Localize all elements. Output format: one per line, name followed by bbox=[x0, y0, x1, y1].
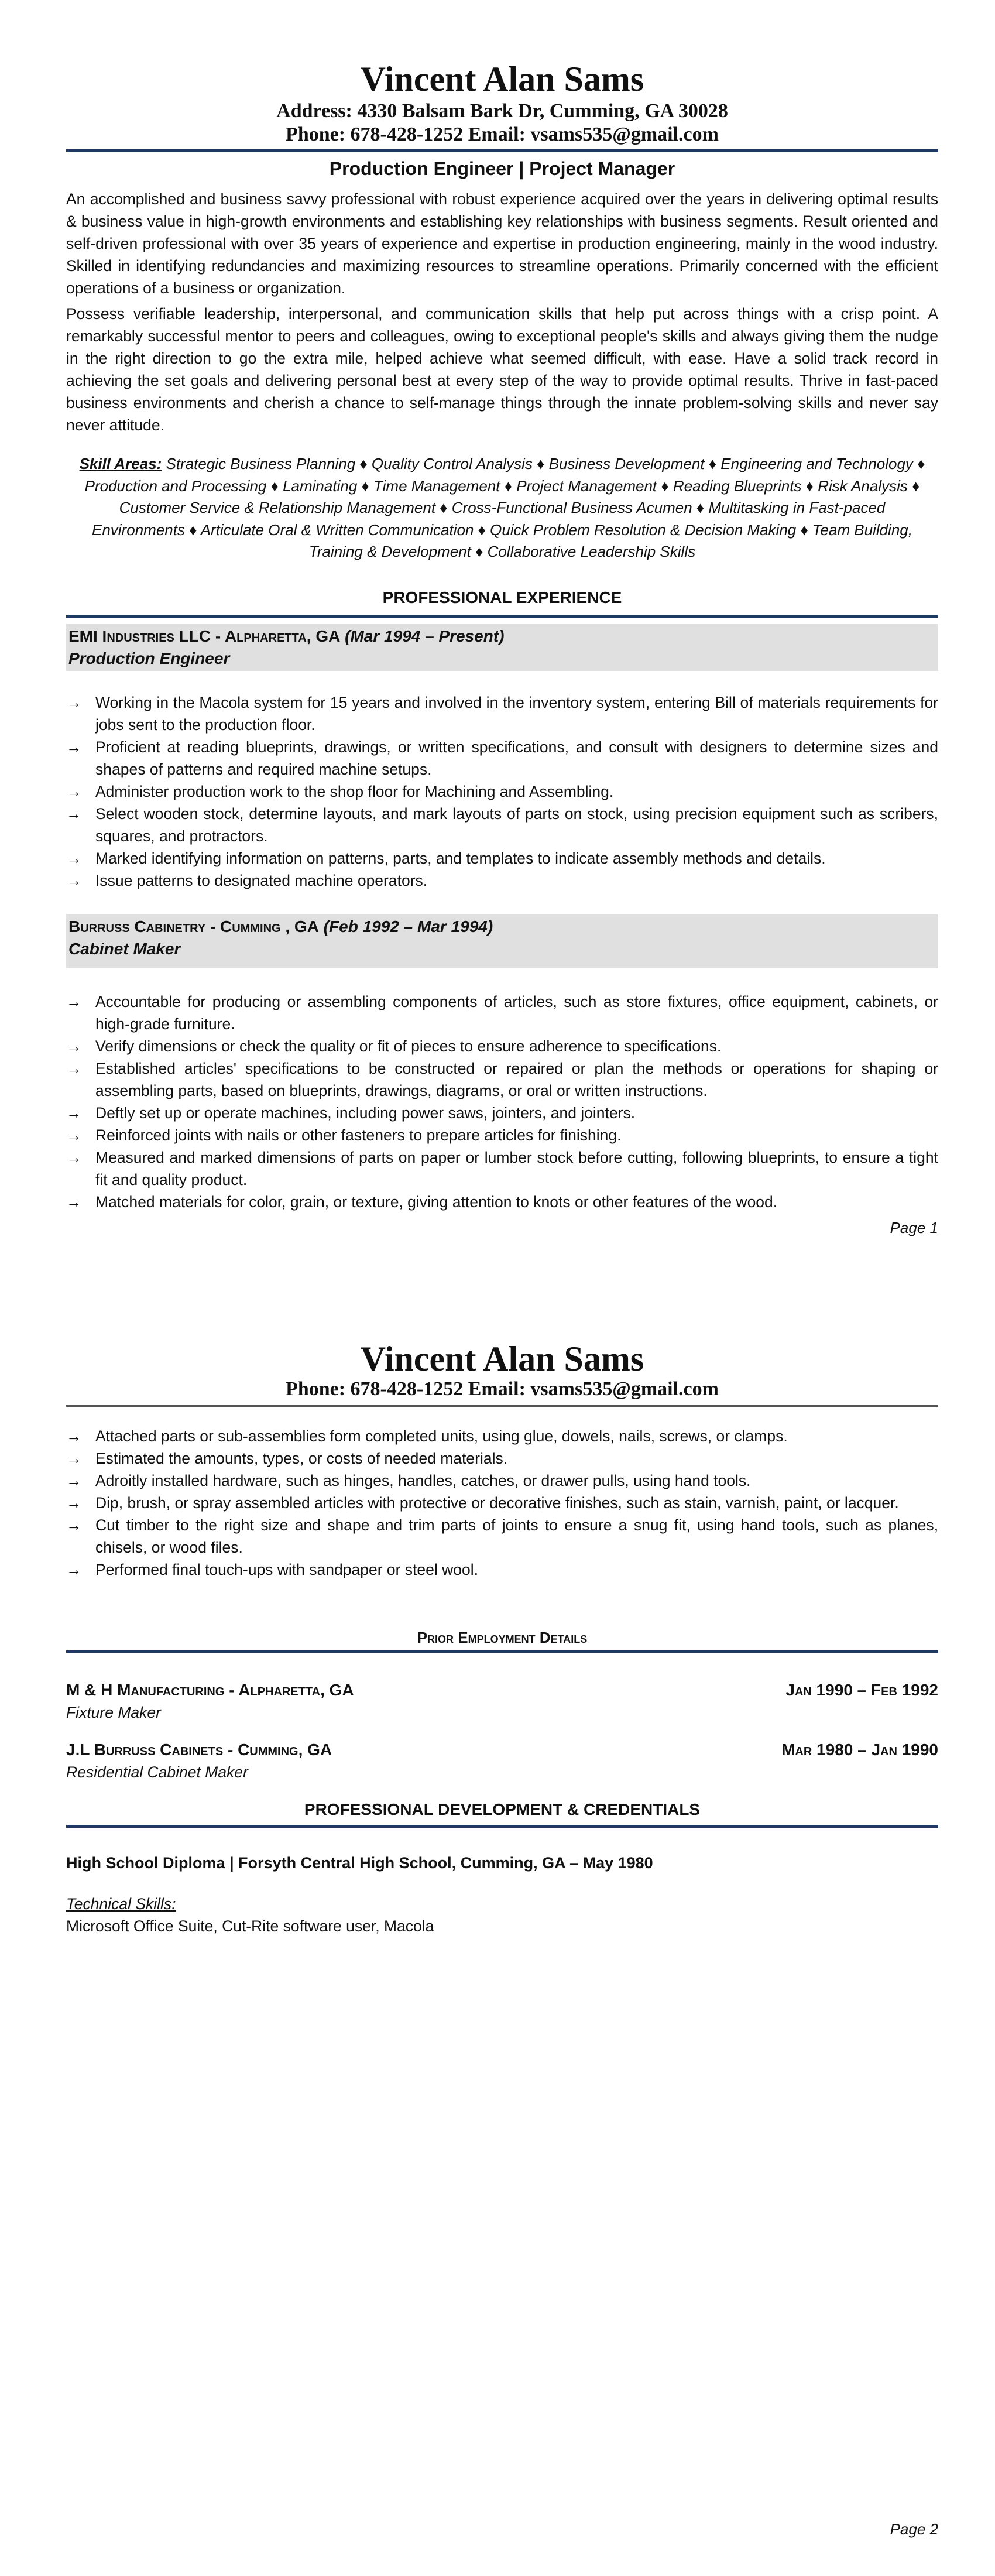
arrow-bullet-icon: → bbox=[66, 1037, 82, 1055]
bullet-text: Accountable for producing or assembling components of articles, such as store fixtures, office equipment, cabinets, or high-grade furniture. bbox=[95, 993, 938, 1033]
bullet-text: Estimated the amounts, types, or costs of needed materials. bbox=[95, 1450, 508, 1467]
technical-skills-label: Technical Skills: bbox=[66, 1895, 176, 1913]
contact-line: Phone: 678-428-1252 Email: vsams535@gmail.com bbox=[286, 124, 719, 145]
job-dates: Mar 1980 – Jan 1990 bbox=[781, 1741, 938, 1759]
bullet-text: Cut timber to the right size and shape and trim parts of joints to ensure a snug fit, using hand tools, such as planes, chisels, or wood files. bbox=[95, 1516, 938, 1556]
bullet-item bbox=[66, 1469, 938, 1492]
bullet-item bbox=[66, 869, 938, 892]
company-name: EMI Industries LLC - Alpharetta, GA bbox=[68, 627, 341, 645]
address: Address: 4330 Balsam Bark Dr, Cumming, GA 30028 bbox=[276, 100, 728, 122]
section-rule bbox=[66, 1825, 938, 1828]
bullet-item bbox=[66, 780, 938, 803]
job-role: Cabinet Maker bbox=[68, 940, 181, 958]
arrow-bullet-icon: → bbox=[66, 1193, 82, 1211]
job-dates: (Feb 1992 – Mar 1994) bbox=[323, 917, 493, 936]
arrow-bullet-icon: → bbox=[66, 694, 82, 711]
job-bullets bbox=[66, 991, 938, 1213]
bullet-text: Administer production work to the shop floor for Machining and Assembling. bbox=[95, 783, 614, 800]
arrow-bullet-icon: → bbox=[66, 1494, 82, 1512]
bullet-text: Select wooden stock, determine layouts, and mark layouts of parts on stock, using precision equipment such as scribers, squares, and protractors. bbox=[95, 805, 938, 845]
page-number: Page 2 bbox=[890, 2520, 938, 2538]
candidate-name: Vincent Alan Sams bbox=[360, 60, 644, 98]
header-rule bbox=[66, 149, 938, 152]
bullet-text: Attached parts or sub-assemblies form completed units, using glue, dowels, nails, screws, or clamps. bbox=[95, 1427, 788, 1445]
bullet-text: Dip, brush, or spray assembled articles with protective or decorative finishes, such as stain, varnish, paint, or lacquer. bbox=[95, 1494, 899, 1512]
contact-line: Phone: 678-428-1252 Email: vsams535@gmail.com bbox=[286, 1378, 719, 1400]
bullet-item bbox=[66, 991, 938, 1035]
job-dates: Jan 1990 – Feb 1992 bbox=[785, 1681, 938, 1699]
bullet-text: Marked identifying information on patterns, parts, and templates to indicate assembly methods and details. bbox=[95, 849, 826, 867]
summary-paragraph: Possess verifiable leadership, interpersonal, and communication skills that help put across things with a crisp point. A remarkably successful mentor to peers and colleagues, owing to exceptional people's skills and always giving them the nudge in the right direction to go the extra mile, helped achieve what seemed difficult, with ease. Have a solid track record in achieving the set goals and delivering personal best at every step of the way to provide optimal results. Thrive in fast-paced business environments and cherish a chance to self-manage things through the innate problem-solving skills and never say never attitude. bbox=[66, 305, 938, 434]
arrow-bullet-icon: → bbox=[66, 1450, 82, 1467]
bullet-text: Deftly set up or operate machines, including power saws, jointers, and jointers. bbox=[95, 1104, 636, 1122]
job-header bbox=[66, 624, 938, 671]
arrow-bullet-icon: → bbox=[66, 1427, 82, 1445]
bullet-text: Reinforced joints with nails or other fasteners to prepare articles for finishing. bbox=[95, 1126, 622, 1144]
prior-job bbox=[66, 1739, 938, 1783]
arrow-bullet-icon: → bbox=[66, 783, 82, 800]
arrow-bullet-icon: → bbox=[66, 1516, 82, 1534]
job-role: Fixture Maker bbox=[66, 1704, 161, 1721]
job-dates: (Mar 1994 – Present) bbox=[345, 627, 505, 645]
job-bullets bbox=[66, 1425, 938, 1581]
education: High School Diploma | Forsyth Central High School, Cumming, GA – May 1980 bbox=[66, 1854, 653, 1872]
header-rule bbox=[66, 1405, 938, 1407]
page-number: Page 1 bbox=[890, 1219, 938, 1236]
bullet-text: Performed final touch-ups with sandpaper or steel wool. bbox=[95, 1561, 479, 1578]
company-name: Burruss Cabinetry - Cumming , GA bbox=[68, 917, 319, 936]
bullet-item bbox=[66, 736, 938, 780]
skill-areas bbox=[66, 453, 938, 563]
company-name: M & H Manufacturing - Alpharetta, GA bbox=[66, 1681, 354, 1699]
bullet-item bbox=[66, 1447, 938, 1469]
arrow-bullet-icon: → bbox=[66, 1126, 82, 1144]
prior-employment-heading: Prior Employment Details bbox=[417, 1629, 588, 1646]
section-rule bbox=[66, 615, 938, 618]
arrow-bullet-icon: → bbox=[66, 1561, 82, 1578]
bullet-item bbox=[66, 1492, 938, 1514]
skill-areas-label: Skill Areas: bbox=[79, 455, 162, 472]
bullet-item bbox=[66, 1558, 938, 1581]
credentials-heading: PROFESSIONAL DEVELOPMENT & CREDENTIALS bbox=[304, 1800, 701, 1818]
arrow-bullet-icon: → bbox=[66, 805, 82, 823]
experience-heading: PROFESSIONAL EXPERIENCE bbox=[382, 588, 622, 607]
skill-areas-list: Strategic Business Planning ♦ Quality Control Analysis ♦ Business Development ♦ Engineering and Technology ♦ Production and Processing ♦ Laminating ♦ Time Management ♦ Project Management ♦ Reading Blueprints ♦ Risk Analysis ♦ Customer Service & Relationship Management ♦ Cross-Functional Business Acumen ♦ Multitasking in Fast-paced Environments ♦ Articulate Oral & Written Communication ♦ Quick Problem Resolution & Decision Making ♦ Team Building, Training & Development ♦ Collaborative Leadership Skills bbox=[84, 455, 925, 560]
arrow-bullet-icon: → bbox=[66, 993, 82, 1010]
bullet-text: Issue patterns to designated machine operators. bbox=[95, 872, 428, 889]
arrow-bullet-icon: → bbox=[66, 872, 82, 889]
bullet-text: Established articles' specifications to be constructed or repaired or plan the methods or operations for shaping or assembling parts, based on blueprints, drawings, diagrams, or oral or written instructions. bbox=[95, 1060, 938, 1099]
job-bullets bbox=[66, 691, 938, 892]
arrow-bullet-icon: → bbox=[66, 1149, 82, 1166]
summary-paragraph: An accomplished and business savvy professional with robust experience acquired over the years in delivering optimal results & business value in high-growth environments and establishing key relationships with business segments. Result oriented and self-driven professional with over 35 years of experience and expertise in production engineering, mainly in the wood industry. Skilled in identifying redundancies and maximizing resources to streamline operations. Primarily concerned with the efficient operations of a business or organization. bbox=[66, 190, 938, 297]
bullet-item bbox=[66, 1425, 938, 1447]
bullet-item bbox=[66, 691, 938, 736]
candidate-name: Vincent Alan Sams bbox=[360, 1340, 644, 1378]
bullet-item bbox=[66, 847, 938, 869]
bullet-text: Measured and marked dimensions of parts on paper or lumber stock before cutting, following blueprints, to ensure a tight fit and quality product. bbox=[95, 1149, 938, 1188]
job-role: Residential Cabinet Maker bbox=[66, 1763, 248, 1781]
headline: Production Engineer | Project Manager bbox=[329, 158, 675, 179]
bullet-text: Matched materials for color, grain, or texture, giving attention to knots or other features of the wood. bbox=[95, 1193, 778, 1211]
bullet-item bbox=[66, 1146, 938, 1191]
bullet-item bbox=[66, 803, 938, 847]
technical-skills-value: Microsoft Office Suite, Cut-Rite software user, Macola bbox=[66, 1917, 434, 1935]
company-name: J.L Burruss Cabinets - Cumming, GA bbox=[66, 1741, 332, 1759]
arrow-bullet-icon: → bbox=[66, 849, 82, 867]
bullet-item bbox=[66, 1057, 938, 1102]
prior-job bbox=[66, 1679, 938, 1724]
job-header bbox=[66, 914, 938, 968]
arrow-bullet-icon: → bbox=[66, 1472, 82, 1489]
bullet-text: Proficient at reading blueprints, drawings, or written specifications, and consult with designers to determine sizes and shapes of patterns and required machine setups. bbox=[95, 738, 938, 778]
technical-skills bbox=[66, 1893, 938, 1937]
arrow-bullet-icon: → bbox=[66, 738, 82, 756]
bullet-item bbox=[66, 1035, 938, 1057]
bullet-text: Working in the Macola system for 15 years and involved in the inventory system, entering Bill of materials requirements for jobs sent to the production floor. bbox=[95, 694, 938, 734]
bullet-item bbox=[66, 1514, 938, 1558]
job-role: Production Engineer bbox=[68, 649, 230, 667]
bullet-item bbox=[66, 1124, 938, 1146]
bullet-item bbox=[66, 1102, 938, 1124]
section-rule bbox=[66, 1650, 938, 1653]
summary bbox=[66, 188, 938, 440]
bullet-text: Adroitly installed hardware, such as hinges, handles, catches, or drawer pulls, using hand tools. bbox=[95, 1472, 751, 1489]
bullet-text: Verify dimensions or check the quality or fit of pieces to ensure adherence to specifications. bbox=[95, 1037, 722, 1055]
arrow-bullet-icon: → bbox=[66, 1060, 82, 1077]
arrow-bullet-icon: → bbox=[66, 1104, 82, 1122]
bullet-item bbox=[66, 1191, 938, 1213]
